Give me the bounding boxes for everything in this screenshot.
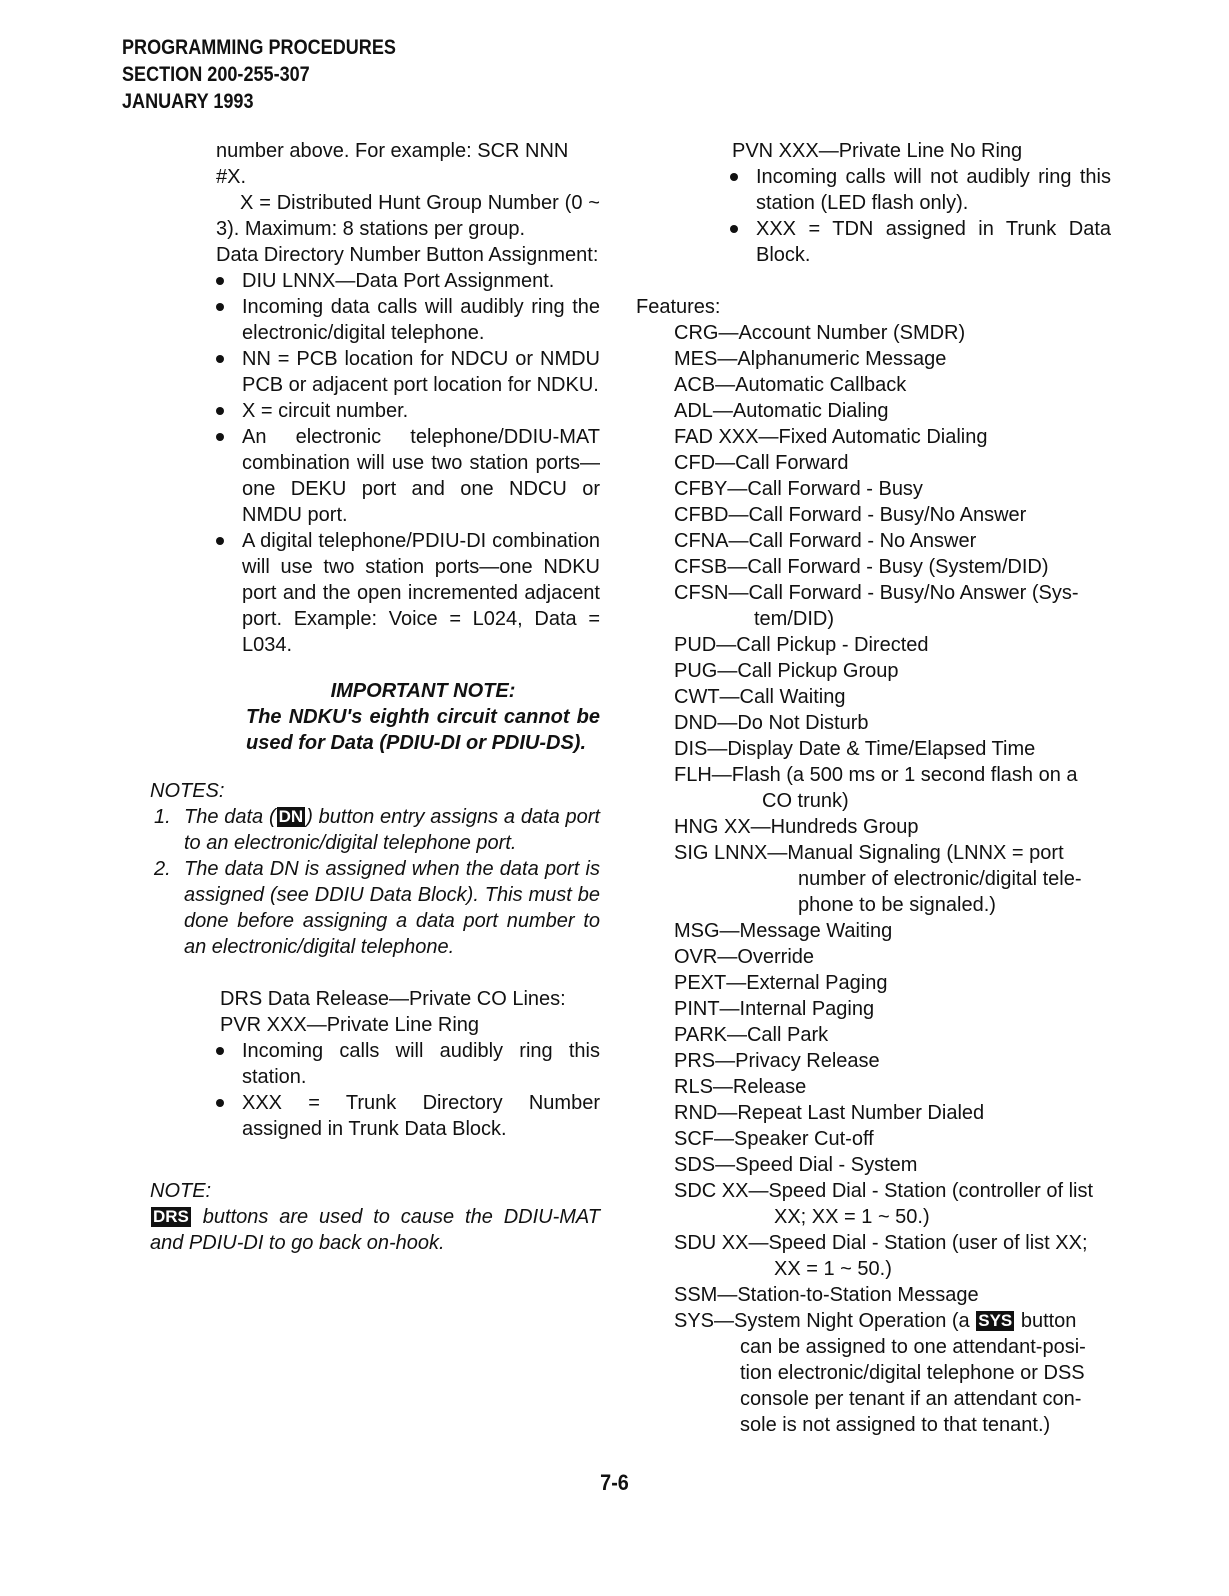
sys-key-icon: SYS xyxy=(978,1311,1013,1330)
list-item: DIU LNNX—Data Port Assignment. xyxy=(242,268,600,294)
important-note-body: The NDKU's eighth circuit cannot be used for Data (PDIU-DI or PDIU-DS). xyxy=(246,706,600,754)
list-item: CFD—Call Forward xyxy=(674,452,849,474)
list-item: 1. The data ( DN ) button entry assigns a data port to an electronic/digital telephone port. xyxy=(154,806,600,854)
list-item: XXX = TDN assigned in Trunk Data Block. xyxy=(756,218,1111,266)
list-item: CFBY—Call Forward - Busy xyxy=(674,478,923,500)
pvr-title: PVR XXX—Private Line Ring xyxy=(220,1014,480,1036)
intro-text: number above. For example: SCR NNN #X. xyxy=(216,140,569,188)
list-item: SSM—Station-to-Station Message xyxy=(674,1284,979,1306)
list-item: CFBD—Call Forward - Busy/No Answer xyxy=(674,504,1027,526)
features-title: Features: xyxy=(636,296,721,318)
note-title: NOTE: xyxy=(150,1180,212,1202)
list-item: PARK—Call Park xyxy=(674,1024,829,1046)
important-note-title: IMPORTANT NOTE: xyxy=(330,680,516,702)
drs-key-icon: DRS xyxy=(153,1207,189,1226)
list-item: SDC XX—Speed Dial - Station (controller of list xyxy=(674,1180,1094,1202)
list-item: FAD XXX—Fixed Automatic Dialing xyxy=(674,426,988,448)
list-item: CRG—Account Number (SMDR) xyxy=(674,322,966,344)
list-item: DND—Do Not Disturb xyxy=(674,712,869,734)
list-item: PEXT—External Paging xyxy=(674,972,888,994)
list-item: PRS—Privacy Release xyxy=(674,1050,880,1072)
drs-title: DRS Data Release—Private CO Lines: xyxy=(220,988,566,1010)
list-item: A digital telephone/PDIU-DI combination will use two station ports—one NDKU port and the open incremented adjacent port. Example: Voice = L024, Data = L034. xyxy=(242,530,600,656)
list-item: An electronic telephone/DDIU-MAT combination will use two station ports—one DEKU port and one NDCU or NMDU port. xyxy=(242,426,600,526)
list-item-continuation: XX = 1 ~ 50.) xyxy=(774,1258,892,1280)
list-item-continuation: number of electronic/digital tele- xyxy=(798,868,1082,890)
page-header xyxy=(122,34,396,115)
list-item: CFSN—Call Forward - Busy/No Answer (Sys- xyxy=(674,582,1079,604)
list-item: 2. The data DN is assigned when the data port is assigned (see DDIU Data Block). This must be done before assigning a data port number to an electronic/digital telephone. xyxy=(154,858,600,958)
right-column xyxy=(636,138,1111,1438)
note-number: 2. xyxy=(154,858,171,880)
list-item-continuation: can be assigned to one attendant-posi- xyxy=(740,1336,1086,1358)
list-item: SDS—Speed Dial - System xyxy=(674,1154,918,1176)
note-number: 1. xyxy=(154,806,171,828)
list-item: SDU XX—Speed Dial - Station (user of list XX; xyxy=(674,1232,1088,1254)
features-list xyxy=(636,320,1111,1438)
list-item: HNG XX—Hundreds Group xyxy=(674,816,919,838)
list-item: OVR—Override xyxy=(674,946,815,968)
list-item-continuation: console per tenant if an attendant con- xyxy=(740,1388,1082,1410)
list-item: XXX = Trunk Directory Number assigned in Trunk Data Block. xyxy=(242,1092,600,1140)
list-item: RLS—Release xyxy=(674,1076,807,1098)
list-item: PUD—Call Pickup - Directed xyxy=(674,634,929,656)
list-item: Incoming calls will not audibly ring this station (LED flash only). xyxy=(756,166,1111,214)
ddn-title: Data Directory Number Button Assignment: xyxy=(216,244,599,266)
list-item: CWT—Call Waiting xyxy=(674,686,846,708)
list-item: DIS—Display Date & Time/Elapsed Time xyxy=(674,738,1036,760)
list-item: SYS—System Night Operation (a SYS button xyxy=(674,1310,1077,1332)
list-item-continuation: phone to be signaled.) xyxy=(798,894,996,916)
pvn-title: PVN XXX—Private Line No Ring xyxy=(732,140,1023,162)
list-item: CFSB—Call Forward - Busy (System/DID) xyxy=(674,556,1049,578)
header-section: SECTION 200-255-307 xyxy=(122,63,310,86)
list-item-continuation: sole is not assigned to that tenant.) xyxy=(740,1414,1051,1436)
list-item: MES—Alphanumeric Message xyxy=(674,348,947,370)
pvr-bullet-list xyxy=(150,1038,600,1142)
list-item: PINT—Internal Paging xyxy=(674,998,875,1020)
list-item: PUG—Call Pickup Group xyxy=(674,660,899,682)
list-item-continuation: XX; XX = 1 ~ 50.) xyxy=(774,1206,930,1228)
list-item: MSG—Message Waiting xyxy=(674,920,893,942)
list-item: Incoming calls will audibly ring this station. xyxy=(242,1040,600,1088)
list-item: Incoming data calls will audibly ring the electronic/digital telephone. xyxy=(242,296,600,344)
list-item-continuation: CO trunk) xyxy=(762,790,849,812)
list-item: ADL—Automatic Dialing xyxy=(674,400,889,422)
header-date: JANUARY 1993 xyxy=(122,90,254,113)
left-column xyxy=(150,138,600,1256)
list-item: ACB—Automatic Callback xyxy=(674,374,907,396)
list-item: NN = PCB location for NDCU or NMDU PCB or adjacent port location for NDKU. xyxy=(242,348,600,396)
hunt-group-text: X = Distributed Hunt Group Number (0 ~ 3). Maximum: 8 stations per group. xyxy=(216,192,600,240)
header-title: PROGRAMMING PROCEDURES xyxy=(122,36,396,59)
list-item: CFNA—Call Forward - No Answer xyxy=(674,530,977,552)
list-item-continuation: tem/DID) xyxy=(754,608,834,630)
list-item: SIG LNNX—Manual Signaling (LNNX = port xyxy=(674,842,1064,864)
list-item: SCF—Speaker Cut-off xyxy=(674,1128,874,1150)
ddn-bullet-list xyxy=(150,268,600,658)
dn-key-icon: DN xyxy=(278,807,304,826)
note-text: DRS buttons are used to cause the DDIU-MAT and PDIU-DI to go back on-hook. xyxy=(150,1206,600,1254)
list-item-continuation: tion electronic/digital telephone or DSS xyxy=(740,1362,1085,1384)
list-item: RND—Repeat Last Number Dialed xyxy=(674,1102,985,1124)
notes-list xyxy=(150,804,600,960)
notes-title: NOTES: xyxy=(150,780,225,802)
pvn-bullet-list xyxy=(636,164,1111,268)
list-item: X = circuit number. xyxy=(242,398,600,424)
page-number: 7-6 xyxy=(600,1470,629,1495)
list-item: FLH—Flash (a 500 ms or 1 second flash on a xyxy=(674,764,1078,786)
